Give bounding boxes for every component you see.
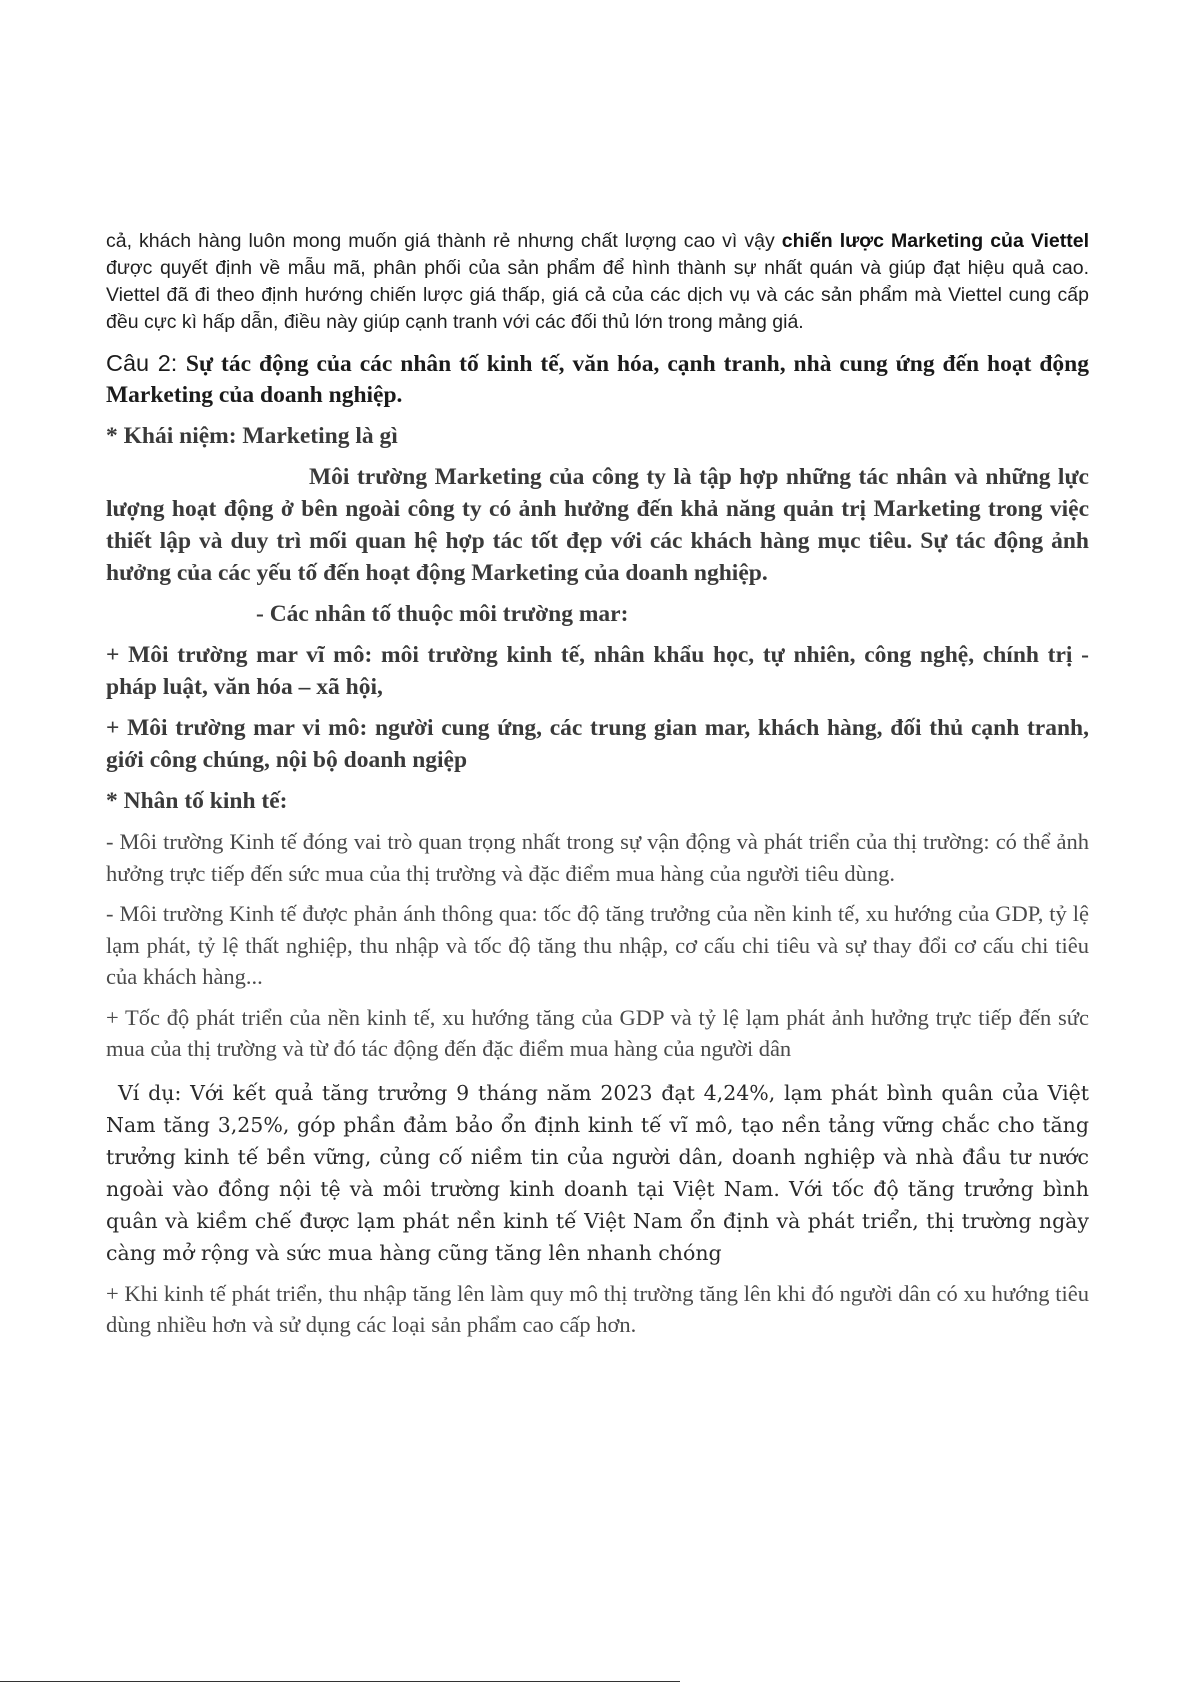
economic-paragraph-3: + Tốc độ phát triển của nền kinh tế, xu hướng tăng của GDP và tỷ lệ lạm phát ảnh hưởng trực tiếp đến sức mua của thị trường và từ đó tác động đến đặc điểm mua hàng của người dân	[106, 1004, 1089, 1061]
macro-environment: + Môi trường mar vĩ mô: môi trường kinh tế, nhân khẩu học, tự nhiên, công nghệ, chính trị - pháp luật, văn hóa – xã hội,	[106, 642, 1089, 700]
concept-heading: * Khái niệm: Marketing là gì	[106, 423, 398, 449]
factors-heading: - Các nhân tố thuộc môi trường mar:	[256, 601, 629, 627]
question-separator: :	[170, 350, 186, 376]
question-label: Câu 2	[106, 350, 171, 376]
example-paragraph: Ví dụ: Với kết quả tăng trưởng 9 tháng năm 2023 đạt 4,24%, lạm phát bình quân của Việt Nam tăng 3,25%, góp phần đảm bảo ổn định kinh tế vĩ mô, tạo nền tảng vững chắc cho tăng trưởng kinh tế bền vững, củng cố niềm tin của người dân, doanh nghiệp và nhà đầu tư nước ngoài vào đồng nội tệ và môi trường kinh doanh tại Việt Nam. Với tốc độ tăng trưởng bình quân và kiềm chế được lạm phát nền kinh tế Việt Nam ổn định và phát triển, thị trường ngày càng mở rộng và sức mua hàng cũng tăng lên nhanh chóng	[106, 1080, 1089, 1265]
micro-environment: + Môi trường mar vi mô: người cung ứng, các trung gian mar, khách hàng, đối thủ cạnh tranh, giới công chúng, nội bộ doanh ngiệp	[106, 715, 1089, 773]
economic-paragraph-2: - Môi trường Kinh tế được phản ánh thông qua: tốc độ tăng trưởng của nền kinh tế, xu hướng của GDP, tỷ lệ lạm phát, tỷ lệ thất nghiệp, thu nhập và tốc độ tăng thu nhập, cơ cấu chi tiêu và sự thay đổi cơ cấu chi tiêu của khách hàng...	[106, 901, 1089, 989]
economic-paragraph-4: + Khi kinh tế phát triển, thu nhập tăng lên làm quy mô thị trường tăng lên khi đó người dân có xu hướng tiêu dùng nhiều hơn và sử dụng các loại sản phẩm cao cấp hơn.	[106, 1280, 1089, 1337]
intro-paragraph	[106, 228, 1089, 336]
footer-divider	[0, 1681, 680, 1682]
intro-bold-phrase: chiến lược Marketing của Viettel	[781, 230, 1090, 252]
intro-text-end: được quyết định về mẫu mã, phân phối của sản phẩm để hình thành sự nhất quán và giúp đạt hiệu quả cao. Viettel đã đi theo định hướng chiến lược giá thấp, giá cả của các dịch vụ và các sản phẩm mà Viettel cung cấp đều cực kì hấp dẫn, điều này giúp cạnh tranh với các đối thủ lớn trong mảng giá.	[106, 257, 1089, 333]
question-heading	[106, 348, 1089, 411]
intro-text-start: cả, khách hàng luôn mong muốn giá thành rẻ nhưng chất lượng cao vì vậy	[106, 230, 782, 252]
question-title: Sự tác động của các nhân tố kinh tế, văn hóa, cạnh tranh, nhà cung ứng đến hoạt động Marketing của doanh nghiệp.	[106, 351, 1089, 408]
economic-paragraph-1: - Môi trường Kinh tế đóng vai trò quan trọng nhất trong sự vận động và phát triển của thị trường: có thể ảnh hưởng trực tiếp đến sức mua của thị trường và đặc điểm mua hàng của người tiêu dùng.	[106, 829, 1089, 886]
concept-body: Môi trường Marketing của công ty là tập hợp những tác nhân và những lực lượng hoạt động ở bên ngoài công ty có ảnh hưởng đến khả năng quản trị Marketing trong việc thiết lập và duy trì mối quan hệ hợp tác tốt đẹp với các khách hàng mục tiêu. Sự tác động ảnh hưởng của các yếu tố đến hoạt động Marketing của doanh nghiệp.	[106, 464, 1089, 586]
page-content	[106, 228, 1089, 1341]
economic-factor-heading: * Nhân tố kinh tế:	[106, 788, 288, 814]
